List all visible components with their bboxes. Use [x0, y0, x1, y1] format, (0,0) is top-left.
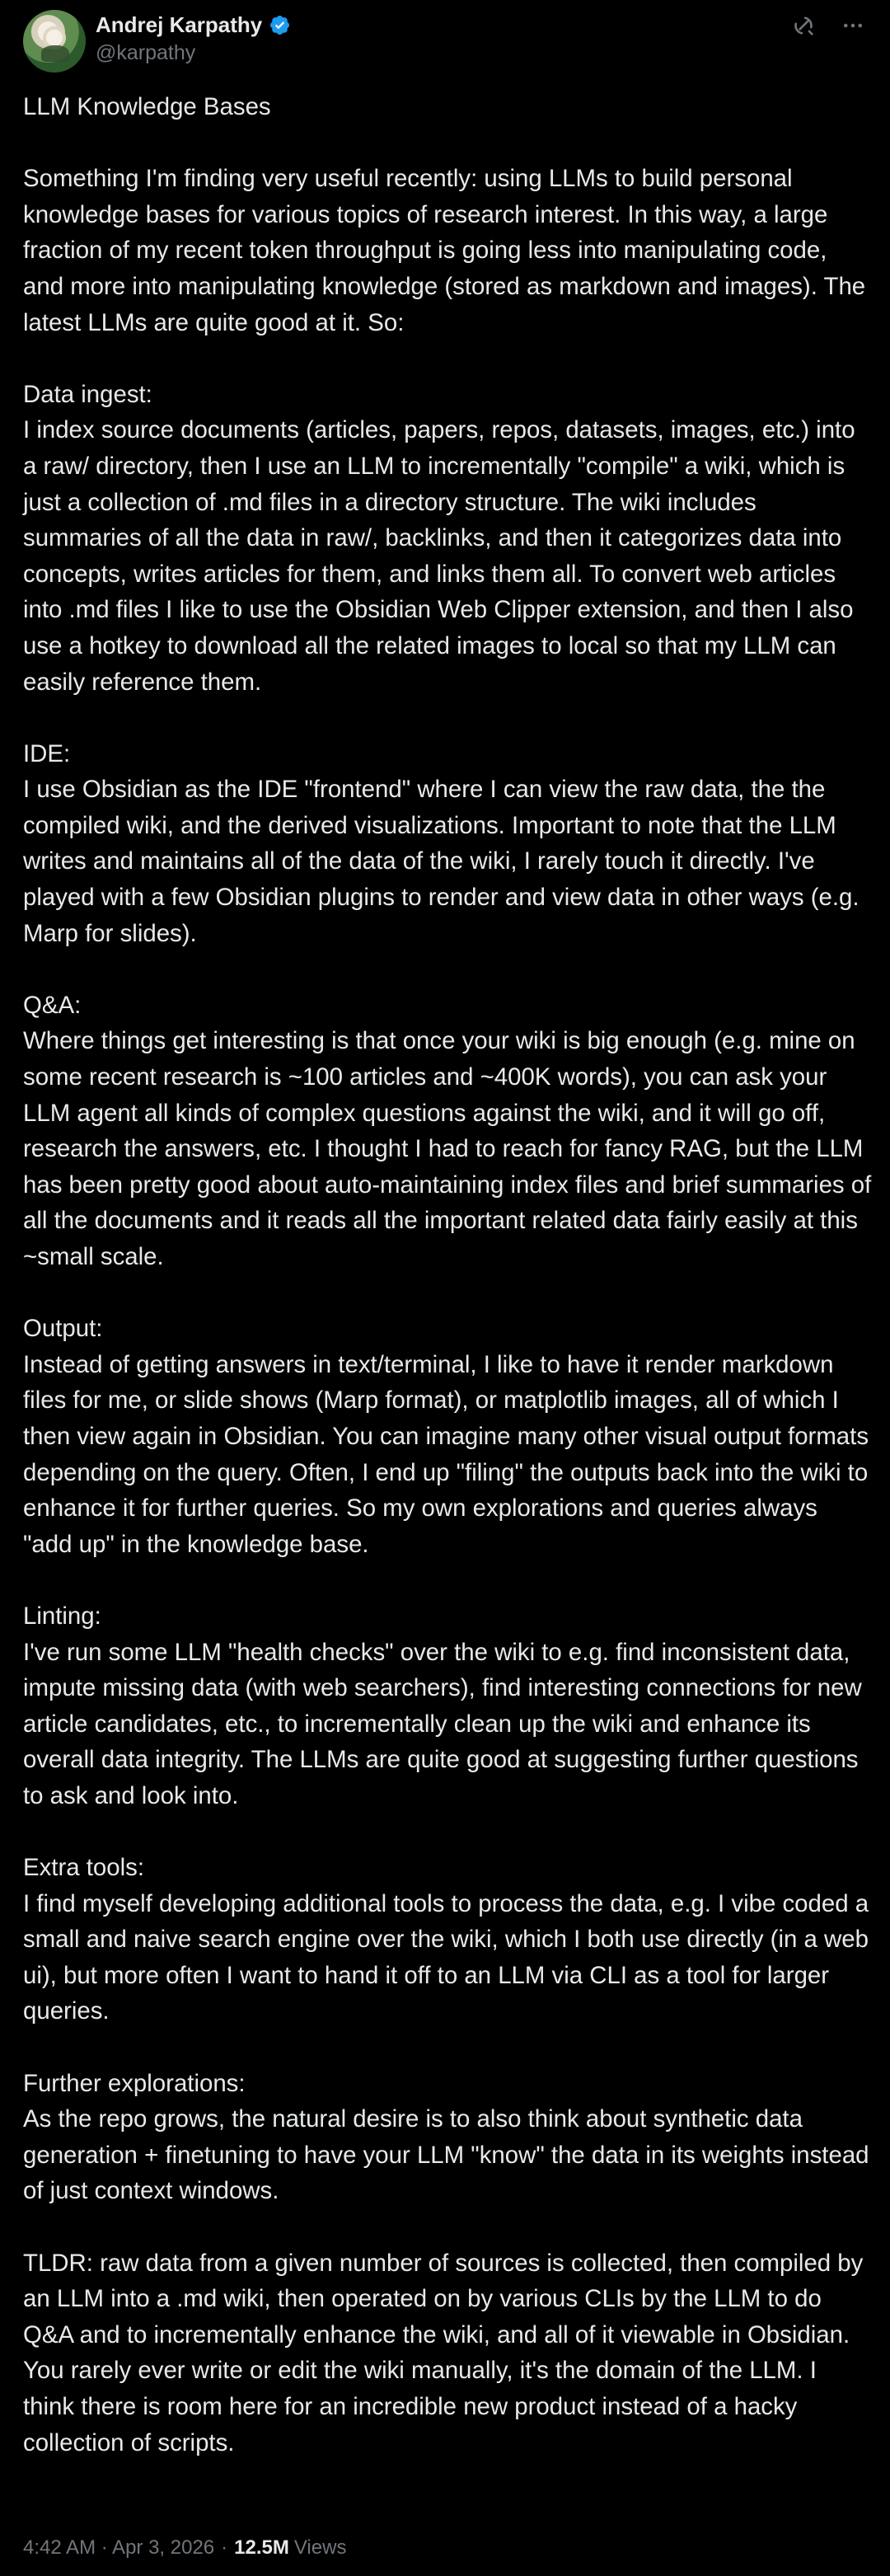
tweet-timestamp[interactable]: 4:42 AM · Apr 3, 2026 — [23, 2536, 215, 2559]
views-label: Views — [293, 2536, 347, 2559]
grok-icon[interactable] — [789, 12, 817, 40]
author-identity — [96, 12, 291, 66]
avatar[interactable] — [23, 10, 86, 73]
tweet-meta — [23, 2535, 346, 2561]
author-name-row — [96, 12, 291, 38]
separator-dot: · — [221, 2536, 228, 2559]
tweet-body — [23, 89, 872, 2461]
author-name[interactable]: Andrej Karpathy — [96, 12, 263, 37]
verified-badge-icon — [269, 14, 291, 36]
header-actions — [789, 12, 867, 40]
author-handle[interactable]: @karpathy — [96, 41, 196, 64]
views-count: 12.5M — [234, 2536, 289, 2559]
more-icon[interactable] — [839, 12, 867, 40]
tweet-text: LLM Knowledge Bases Something I'm finding very useful recently: using LLMs to build personal knowledge bases for various topics of research interest. In this way, a large fraction of my recent token throughput is going less into manipulating code, and more into manipulating knowledge (stored as markdown and images). The latest LLMs are quite good at it. So: Data ingest: I index source documents (articles, papers, repos, datasets, images, etc.) into a raw/ directory, then I use an LLM to incrementally "compile" a wiki, which is just a collection of .md files in a directory structure. The wiki includes summaries of all the data in raw/, backlinks, and then it categorizes data into concepts, writes articles for them, and links them all. To convert web articles into .md files I like to use the Obsidian Web Clipper extension, and then I also use a hotkey to download all the related images to local so that my LLM can easily reference them. IDE: I use Obsidian as the IDE "frontend" where I can view the raw data, the the compiled wiki, and the derived visualizations. Important to note that the LLM writes and maintains all of the data of the wiki, I rarely touch it directly. I've played with a few Obsidian plugins to render and view data in other ways (e.g. Marp for slides). Q&A: Where things get interesting is that once your wiki is big enough (e.g. mine on some recent research is ~100 articles and ~400K words), you can ask your LLM agent all kinds of complex questions against the wiki, and it will go off, research the answers, etc. I thought I had to reach for fancy RAG, but the LLM has been pretty good about auto-maintaining index files and brief summaries of all the documents and it reads all the important related data fairly easily at this ~small scale. Output: Instead of getting answers in text/terminal, I like to have it render markdown files for me, or slide shows (Marp format), or matplotlib images, all of which I then view again in Obsidian. You can imagine many other visual output formats depending on the query. Often, I end up "filing" the outputs back into the wiki to enhance it for further queries. So my own explorations and queries always "add up" in the knowledge base. Linting: I've run some LLM "health checks" over the wiki to e.g. find inconsistent data, impute missing data (with web searchers), find interesting connections for new article candidates, etc., to incrementally clean up the wiki and enhance its overall data integrity. The LLMs are quite good at suggesting further questions to ask and look into. Extra tools: I find myself developing additional tools to process the data, e.g. I vibe coded a small and naive search engine over the wiki, which I both use directly (in a web ui), but more often I want to hand it off to an LLM via CLI as a tool for larger queries. Further explorations: As the repo grows, the natural desire is to also think about synthetic data generation + finetuning to have your LLM "know" the data in its weights instead of just context windows. TLDR: raw data from a given number of sources is collected, then compiled by an LLM into a .md wiki, then operated on by various CLIs by the LLM to do Q&A and to incrementally enhance the wiki, and all of it viewable in Obsidian. You rarely ever write or edit the wiki manually, it's the domain of the LLM. I think there is room here for an incredible new product instead of a hacky collection of scripts. — [23, 93, 872, 2456]
tweet-header — [23, 0, 867, 89]
